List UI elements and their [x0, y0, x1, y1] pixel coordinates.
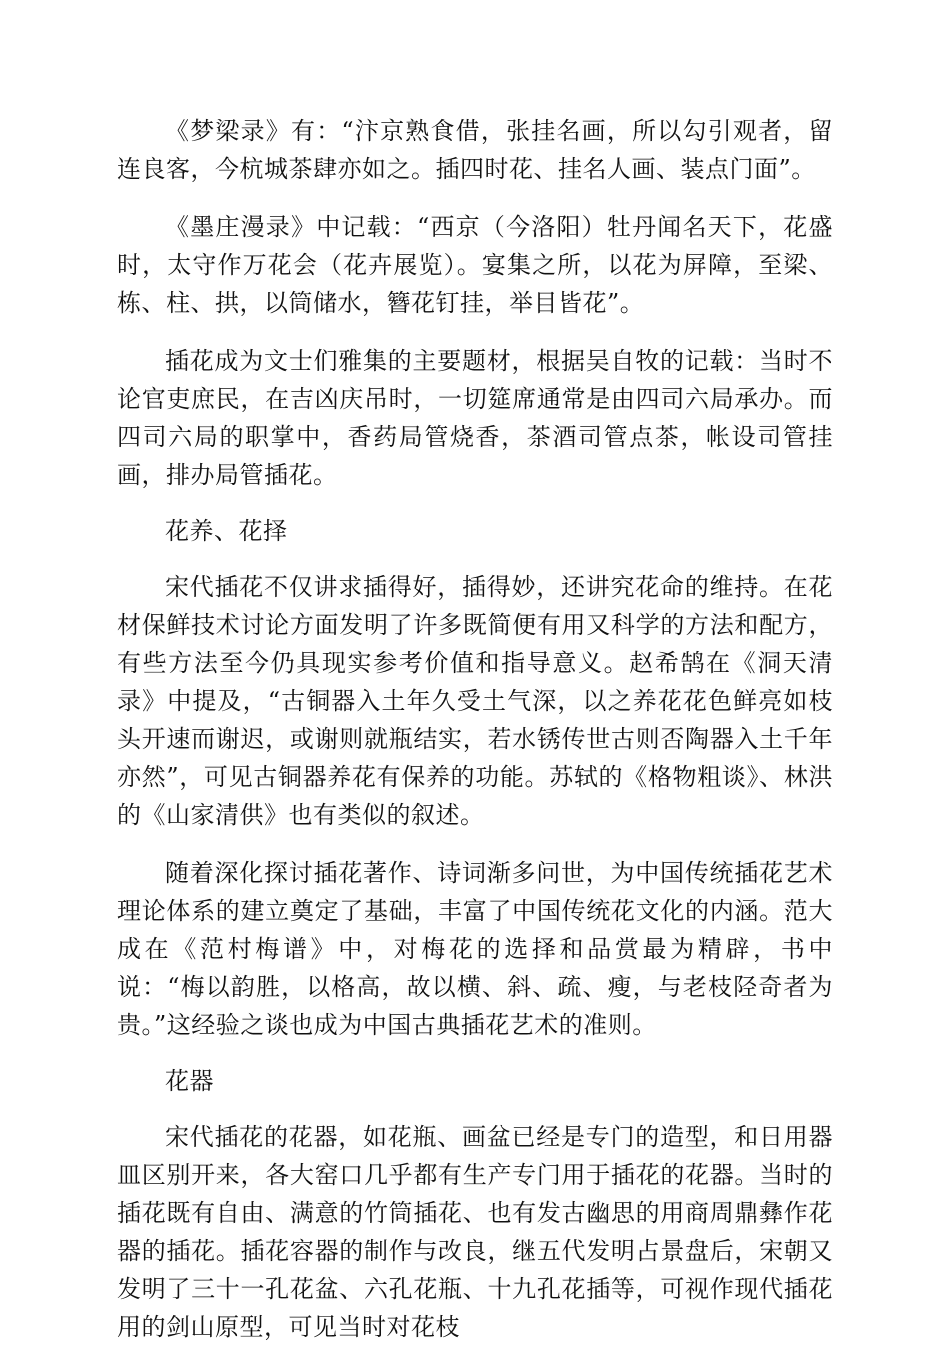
paragraph-wenshi-yaji: 插花成为文士们雅集的主要题材，根据吴自牧的记载：当时不论官吏庶民，在吉凶庆吊时，一切筵席通常是由四司六局承办。而四司六局的职掌中，香药局管烧香，茶酒司管点茶，帐设司管挂画，排办局管插花。 — [117, 347, 833, 489]
paragraph-mozhuang: 《墨庄漫录》中记载：“西京（今洛阳）牡丹闻名天下，花盛时，太守作万花会（花卉展览）。宴集之所，以花为屏障，至梁、栋、柱、拱，以筒储水，簪花钉挂，举目皆花”。 — [117, 213, 833, 317]
section-heading-huayang: 花养、花择 — [165, 517, 288, 545]
paragraph-lilun: 随着深化探讨插花著作、诗词渐多问世，为中国传统插花艺术理论体系的建立奠定了基础，丰富了中国传统花文化的内涵。范大成在《范村梅谱》中，对梅花的选择和品赏最为精辟，书中说：“梅以韵胜，以格高，故以横、斜、疏、瘦，与老枝陉奇者为贵。”这经验之谈也成为中国古典插花艺术的准则。 — [117, 859, 833, 1039]
paragraph-huaming: 宋代插花不仅讲求插得好，插得妙，还讲究花命的维持。在花材保鲜技术讨论方面发明了许多既简便有用又科学的方法和配方，有些方法至今仍具现实参考价值和指导意义。赵希鹄在《洞天清录》中提及，“古铜器入土年久受土气深，以之养花花色鲜亮如枝头开速而谢迟，或谢则就瓶结实，若水锈传世古则否陶器入土千年亦然”，可见古铜器养花有保养的功能。苏轼的《格物粗谈》、林洪的《山家清供》也有类似的叙述。 — [117, 573, 833, 829]
paragraph-huaqi: 宋代插花的花器，如花瓶、画盆已经是专门的造型，和日用器皿区别开来，各大窑口几乎都有生产专门用于插花的花器。当时的插花既有自由、满意的竹筒插花、也有发古幽思的用商周鼎彝作花器的插花。插花容器的制作与改良，继五代发明占景盘后，宋朝又发明了三十一孔花盆、六孔花瓶、十九孔花插等，可视作现代插花用的剑山原型，可见当时对花枝 — [117, 1123, 833, 1341]
document-page — [117, 112, 833, 1346]
section-heading-huaqi: 花器 — [165, 1067, 214, 1095]
paragraph-menglianglu: 《梦梁录》有：“汴京熟食借，张挂名画，所以勾引观者，留连良客，今杭城茶肆亦如之。插四时花、挂名人画、装点门面”。 — [117, 117, 833, 183]
